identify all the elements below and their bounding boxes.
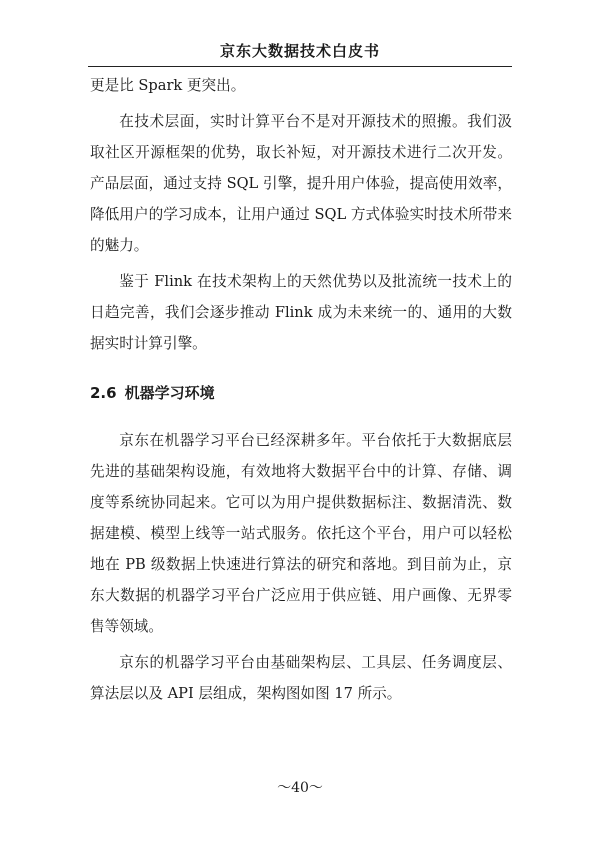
document-body <box>90 70 512 709</box>
page-header-title: 京东大数据技术白皮书 <box>219 42 380 60</box>
page-number: ～40～ <box>277 780 323 796</box>
paragraph-continuation: 更是比 Spark 更突出。 <box>90 77 246 94</box>
paragraph-technical-level: 在技术层面，实时计算平台不是对开源技术的照搬。我们汲取社区开源框架的优势，取长补短，对开源技术进行二次开发。产品层面，通过支持 SQL 引擎，提升用户体验，提高使用效率，降低用户的学习成本，让用户通过 SQL 方式体验实时技术所带来的魅力。 <box>90 113 512 254</box>
section-heading <box>90 381 512 405</box>
section-title: 机器学习环境 <box>124 384 215 402</box>
paragraph-ml-architecture: 京东的机器学习平台由基础架构层、工具层、任务调度层、算法层以及 API 层组成，架构图如图 17 所示。 <box>90 654 512 702</box>
section-number: 2.6 <box>90 384 117 402</box>
paragraph-ml-platform: 京东在机器学习平台已经深耕多年。平台依托于大数据底层先进的基础架构设施，有效地将大数据平台中的计算、存储、调度等系统协同起来。它可以为用户提供数据标注、数据清洗、数据建模、模型上线等一站式服务。依托这个平台，用户可以轻松地在 PB 级数据上快速进行算法的研究和落地。到目前为止，京东大数据的机器学习平台广泛应用于供应链、用户画像、无界零售等领域。 <box>90 432 512 635</box>
header-rule <box>88 66 512 67</box>
paragraph-flink: 鉴于 Flink 在技术架构上的天然优势以及批流统一技术上的日趋完善，我们会逐步推动 Flink 成为未来统一的、通用的大数据实时计算引擎。 <box>90 273 512 352</box>
